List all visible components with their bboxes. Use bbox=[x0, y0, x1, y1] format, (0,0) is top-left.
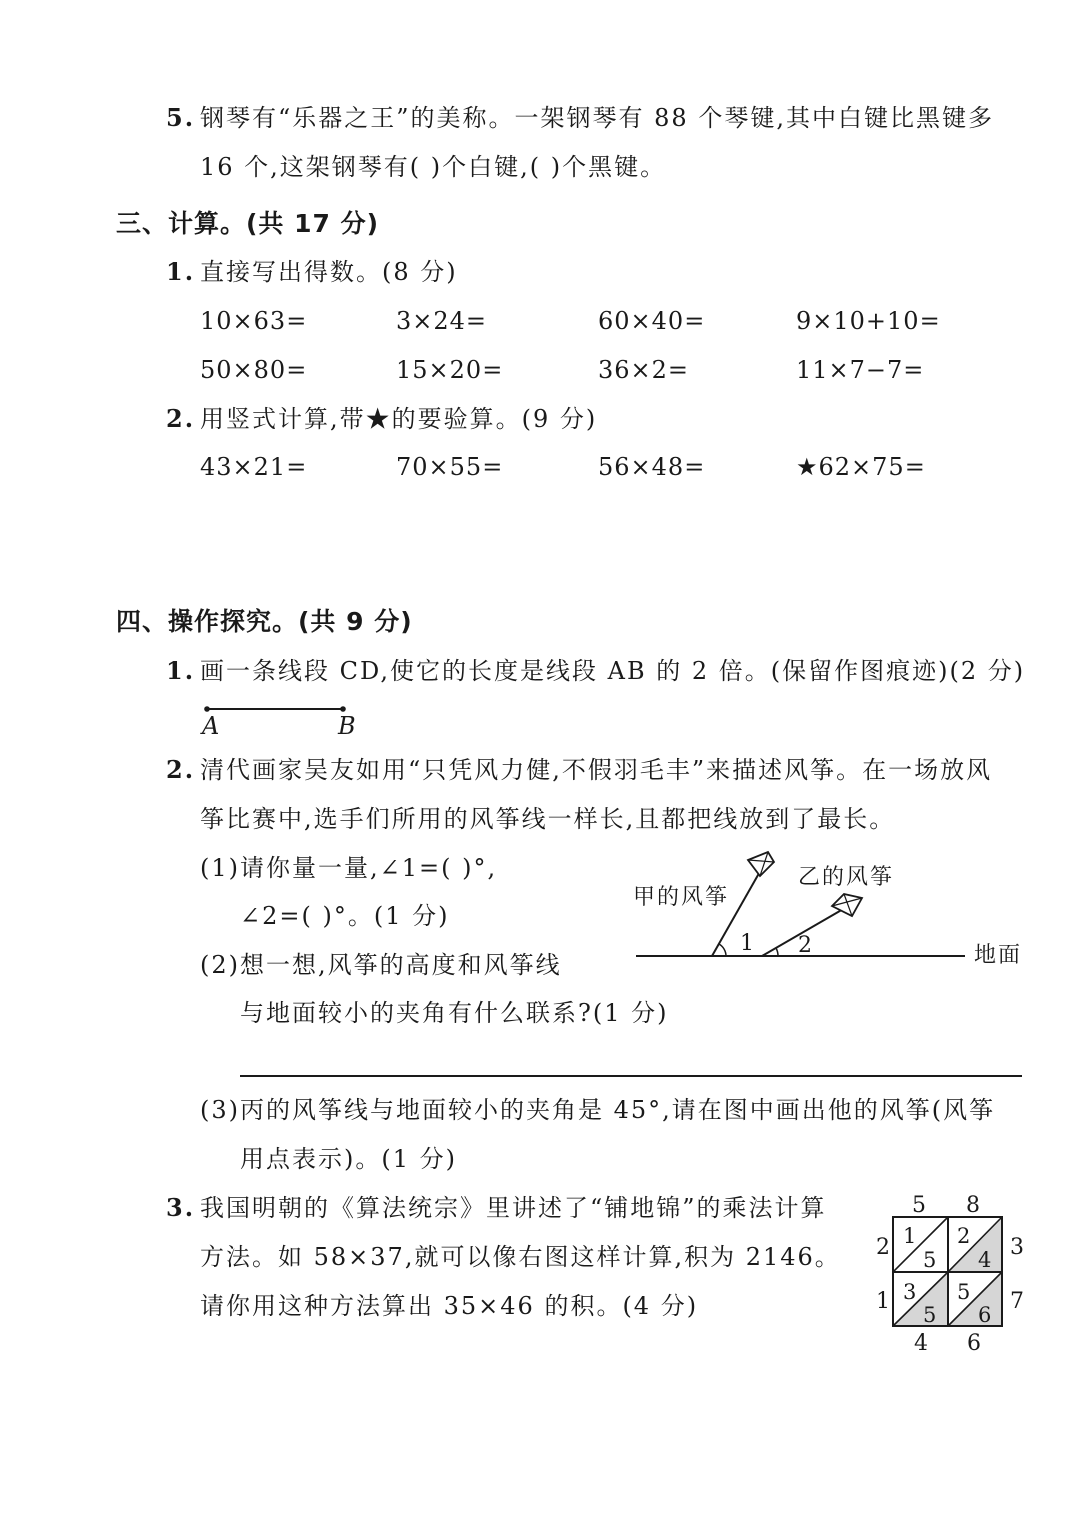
angle-2-arc bbox=[776, 948, 778, 956]
calc-item: 10×63= bbox=[200, 307, 308, 335]
calc-item: 56×48= bbox=[598, 453, 706, 481]
ground-label: 地面 bbox=[974, 943, 1023, 968]
s4-q2-number: 2. bbox=[166, 755, 196, 784]
calc-item: 9×10+10= bbox=[796, 307, 941, 335]
angle-1-arc bbox=[719, 944, 726, 956]
grid-left-digit: 2 bbox=[876, 1235, 890, 1260]
s4-q2-part1-line2: ∠2=( )°。(1 分) bbox=[240, 902, 450, 930]
kite-a-label: 甲的风筝 bbox=[633, 885, 730, 910]
calc-item: 60×40= bbox=[598, 307, 706, 335]
s4-q2-part1-line1: (1)请你量一量,∠1=( )°, bbox=[200, 854, 498, 882]
s4-q2-part2-line2: 与地面较小的夹角有什么联系?(1 分) bbox=[240, 999, 669, 1027]
angle-2-label: 2 bbox=[798, 933, 814, 958]
grid-cell-digit: 5 bbox=[923, 1303, 937, 1327]
grid-top-digit: 5 bbox=[912, 1193, 926, 1218]
kite-b-label: 乙的风筝 bbox=[798, 865, 895, 890]
s4-q3-number: 3. bbox=[166, 1193, 196, 1222]
calc-item: 3×24= bbox=[396, 307, 488, 335]
q5-text-line1: 钢琴有“乐器之王”的美称。一架钢琴有 88 个琴键,其中白键比黑键多 bbox=[200, 104, 994, 132]
s3-q2-number: 2. bbox=[166, 404, 196, 433]
grid-right-digit: 7 bbox=[1010, 1289, 1024, 1314]
grid-top-digit: 8 bbox=[966, 1193, 980, 1218]
s4-q2-part3-line1: (3)丙的风筝线与地面较小的夹角是 45°,请在图中画出他的风筝(风筝 bbox=[200, 1096, 996, 1124]
s4-q3-line2: 方法。如 58×37,就可以像右图这样计算,积为 2146。 bbox=[200, 1243, 841, 1271]
grid-cell-digit: 5 bbox=[957, 1280, 971, 1304]
calc-item: 43×21= bbox=[200, 453, 308, 481]
s3-q1-text: 直接写出得数。(8 分) bbox=[200, 258, 458, 286]
grid-cell-digit: 1 bbox=[903, 1224, 917, 1248]
answer-line bbox=[240, 1075, 1022, 1077]
calc-item: 11×7−7= bbox=[796, 356, 925, 384]
grid-left-digit: 1 bbox=[876, 1289, 890, 1314]
section3-title: 三、计算。(共 17 分) bbox=[116, 209, 380, 238]
calc-item: 15×20= bbox=[396, 356, 504, 384]
q5-number: 5. bbox=[166, 103, 196, 132]
grid-cell-digit: 6 bbox=[978, 1303, 992, 1327]
grid-right-digit: 3 bbox=[1010, 1235, 1024, 1260]
grid-bottom-digit: 6 bbox=[967, 1331, 981, 1356]
grid-cell-digit: 4 bbox=[978, 1248, 992, 1272]
grid-cell-digit: 2 bbox=[957, 1224, 971, 1248]
grid-cell-digit: 3 bbox=[903, 1280, 917, 1304]
s3-q1-number: 1. bbox=[166, 257, 196, 286]
angle-1-label: 1 bbox=[740, 931, 756, 956]
point-b-label: B bbox=[338, 712, 356, 740]
kite-a-shape bbox=[748, 852, 774, 876]
calc-item: 36×2= bbox=[598, 356, 690, 384]
s4-q2-line1: 清代画家吴友如用“只凭风力健,不假羽毛丰”来描述风筝。在一场放风 bbox=[200, 756, 993, 784]
section4-title: 四、操作探究。(共 9 分) bbox=[116, 607, 413, 636]
s4-q1-text: 画一条线段 CD,使它的长度是线段 AB 的 2 倍。(保留作图痕迹)(2 分) bbox=[200, 657, 1026, 685]
s4-q1-number: 1. bbox=[166, 656, 196, 685]
s4-q2-part3-line2: 用点表示)。(1 分) bbox=[240, 1145, 457, 1173]
s4-q3-line1: 我国明朝的《算法统宗》里讲述了“铺地锦”的乘法计算 bbox=[200, 1194, 827, 1222]
point-a-label: A bbox=[202, 712, 220, 740]
s3-q2-text: 用竖式计算,带★的要验算。(9 分) bbox=[200, 405, 598, 433]
grid-bottom-digit: 4 bbox=[914, 1331, 928, 1356]
calc-item: 70×55= bbox=[396, 453, 504, 481]
grid-cell-digit: 5 bbox=[923, 1248, 937, 1272]
q5-text-line2: 16 个,这架钢琴有( )个白键,( )个黑键。 bbox=[200, 153, 667, 181]
s4-q2-part2-line1: (2)想一想,风筝的高度和风筝线 bbox=[200, 951, 562, 979]
s4-q2-line2: 筝比赛中,选手们所用的风筝线一样长,且都把线放到了最长。 bbox=[200, 805, 896, 833]
calc-item: 50×80= bbox=[200, 356, 308, 384]
calc-item: ★62×75= bbox=[796, 453, 926, 481]
s4-q3-line3: 请你用这种方法算出 35×46 的积。(4 分) bbox=[200, 1292, 699, 1320]
